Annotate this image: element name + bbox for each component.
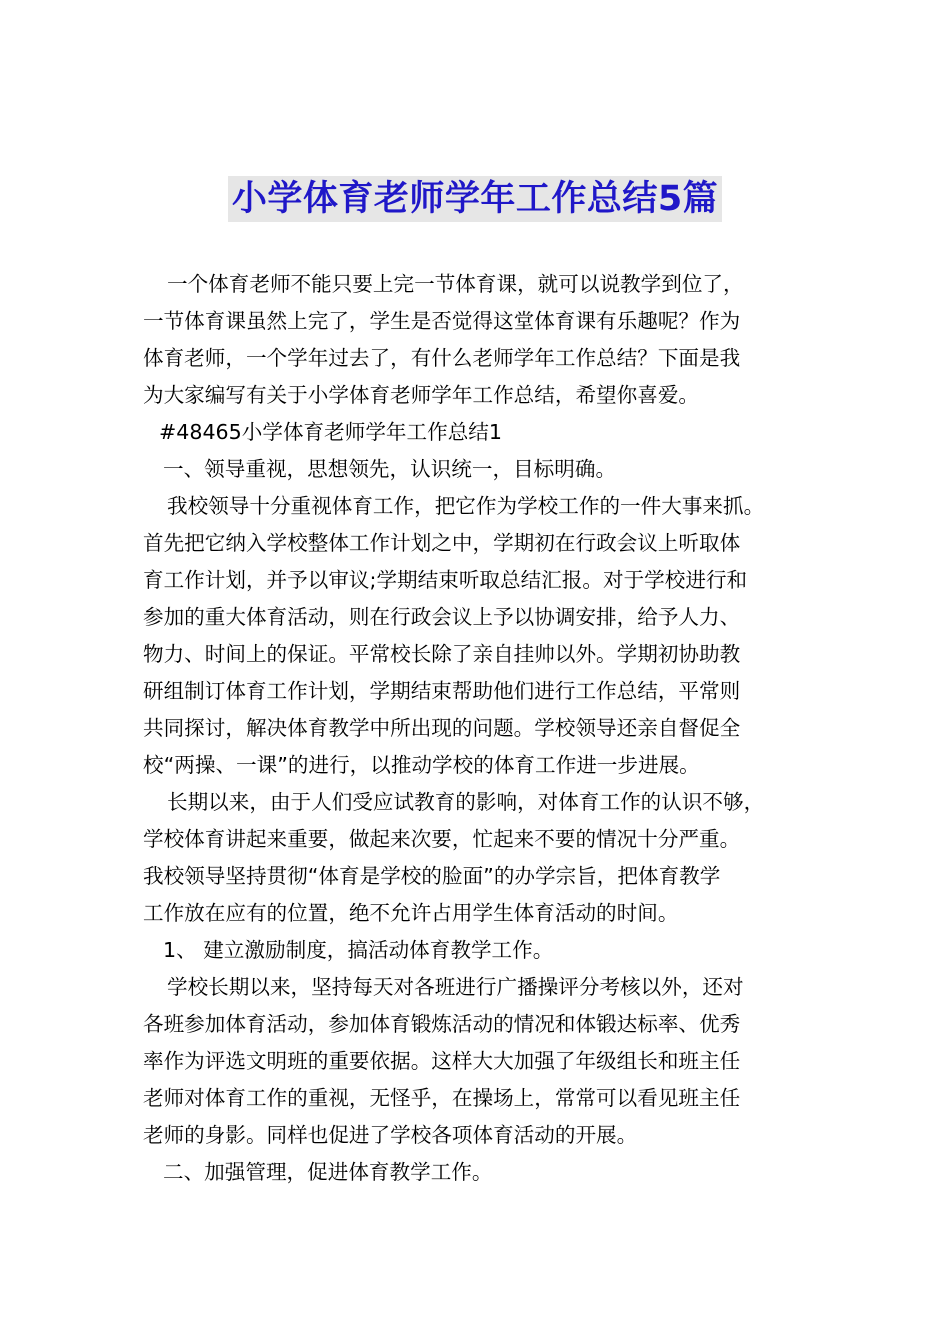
paragraph-line: 长期以来，由于人们受应试教育的影响，对体育工作的认识不够， — [167, 790, 765, 814]
paragraph-line: 为大家编写有关于小学体育老师学年工作总结，希望你喜爱。 — [143, 383, 700, 407]
paragraph-line: 老师对体育工作的重视，无怪乎，在操场上，常常可以看见班主任 — [143, 1086, 741, 1110]
document-body — [143, 266, 823, 1191]
paragraph-line: 育工作计划，并予以审议;学期结束听取总结汇报。对于学校进行和 — [143, 568, 748, 592]
paragraph-line: 研组制订体育工作计划，学期结束帮助他们进行工作总结，平常则 — [143, 679, 741, 703]
paragraph-line: 一节体育课虽然上完了，学生是否觉得这堂体育课有乐趣呢？作为 — [143, 309, 741, 333]
paragraph-line: 首先把它纳入学校整体工作计划之中，学期初在行政会议上听取体 — [143, 531, 741, 555]
paragraph-line: 共同探讨，解决体育教学中所出现的问题。学校领导还亲自督促全 — [143, 716, 741, 740]
paragraph-line: 率作为评选文明班的重要依据。这样大大加强了年级组长和班主任 — [143, 1049, 741, 1073]
paragraph-line: 我校领导坚持贯彻“体育是学校的脸面”的办学宗旨，把体育教学 — [143, 864, 721, 888]
section-heading: 1、 建立激励制度，搞活动体育教学工作。 — [163, 938, 554, 962]
paragraph-line: 各班参加体育活动，参加体育锻炼活动的情况和体锻达标率、优秀 — [143, 1012, 741, 1036]
section-heading: #48465小学体育老师学年工作总结1 — [159, 420, 502, 444]
paragraph-line: 工作放在应有的位置，绝不允许占用学生体育活动的时间。 — [143, 901, 679, 925]
paragraph-line: 体育老师，一个学年过去了，有什么老师学年工作总结？下面是我 — [143, 346, 741, 370]
paragraph-line: 参加的重大体育活动，则在行政会议上予以协调安排，给予人力、 — [143, 605, 741, 629]
paragraph-line: 我校领导十分重视体育工作，把它作为学校工作的一件大事来抓。 — [167, 494, 765, 518]
paragraph-line: 学校体育讲起来重要，做起来次要，忙起来不要的情况十分严重。 — [143, 827, 741, 851]
paragraph-line: 物力、时间上的保证。平常校长除了亲自挂帅以外。学期初协助教 — [143, 642, 741, 666]
title-container — [0, 176, 950, 222]
document-title: 小学体育老师学年工作总结5篇 — [228, 176, 722, 222]
section-heading: 一、领导重视，思想领先，认识统一，目标明确。 — [163, 457, 617, 481]
section-heading: 二、加强管理，促进体育教学工作。 — [163, 1160, 493, 1184]
paragraph-line: 老师的身影。同样也促进了学校各项体育活动的开展。 — [143, 1123, 638, 1147]
paragraph-line: 学校长期以来，坚持每天对各班进行广播操评分考核以外，还对 — [167, 975, 744, 999]
paragraph-line: 一个体育老师不能只要上完一节体育课，就可以说教学到位了， — [167, 272, 744, 296]
paragraph-line: 校“两操、一课”的进行，以推动学校的体育工作进一步进展。 — [143, 753, 700, 777]
